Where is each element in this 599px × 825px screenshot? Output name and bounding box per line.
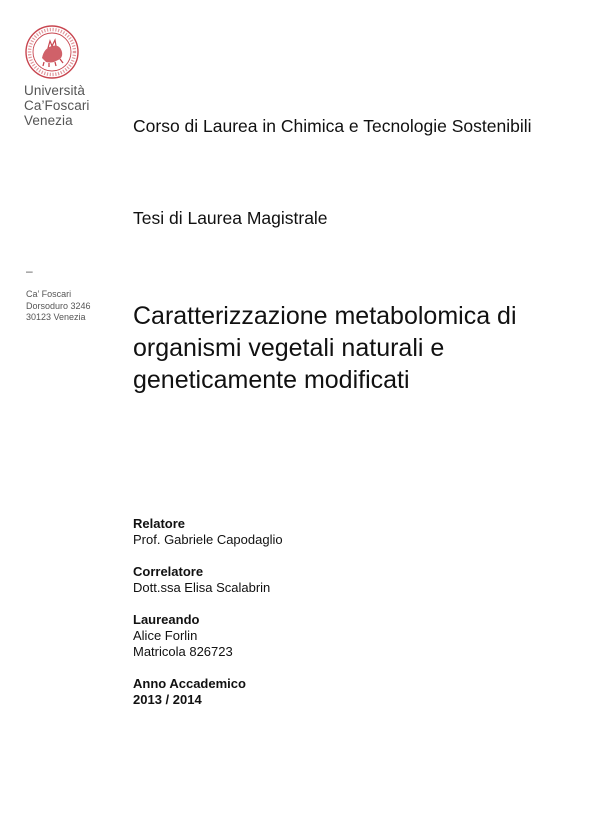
co-supervisor-name: Dott.ssa Elisa Scalabrin <box>133 580 271 595</box>
address-separator: – <box>26 264 33 278</box>
university-name-line: Ca’Foscari <box>24 98 90 113</box>
supervisor-name: Prof. Gabriele Capodaglio <box>133 532 283 547</box>
student-heading: Laureando <box>133 612 200 627</box>
co-supervisor-block <box>133 564 283 596</box>
course-name: Corso di Laurea in Chimica e Tecnologie Sostenibili <box>133 116 532 136</box>
address-line: Dorsoduro 3246 <box>26 300 91 311</box>
university-name-line: Università <box>24 83 86 98</box>
co-supervisor-heading: Correlatore <box>133 564 204 579</box>
thesis-type: Tesi di Laurea Magistrale <box>133 208 328 228</box>
university-name <box>24 83 90 128</box>
university-seal-logo <box>24 24 80 80</box>
supervisor-heading: Relatore <box>133 516 186 531</box>
university-name-line: Venezia <box>24 113 73 128</box>
academic-year-value: 2013 / 2014 <box>133 692 202 707</box>
academic-year-heading: Anno Accademico <box>133 676 246 691</box>
student-name: Alice Forlin <box>133 628 198 643</box>
student-block <box>133 612 283 660</box>
student-id: Matricola 826723 <box>133 644 233 659</box>
academic-year-block <box>133 676 283 708</box>
thesis-title: Caratterizzazione metabolomica di organismi vegetali naturali e geneticamente modificati <box>133 302 517 394</box>
supervisor-block <box>133 516 283 548</box>
thesis-credits <box>133 516 283 724</box>
address-line: Ca’ Foscari <box>26 289 72 299</box>
university-address <box>26 289 91 324</box>
address-line: 30123 Venezia <box>26 312 86 322</box>
